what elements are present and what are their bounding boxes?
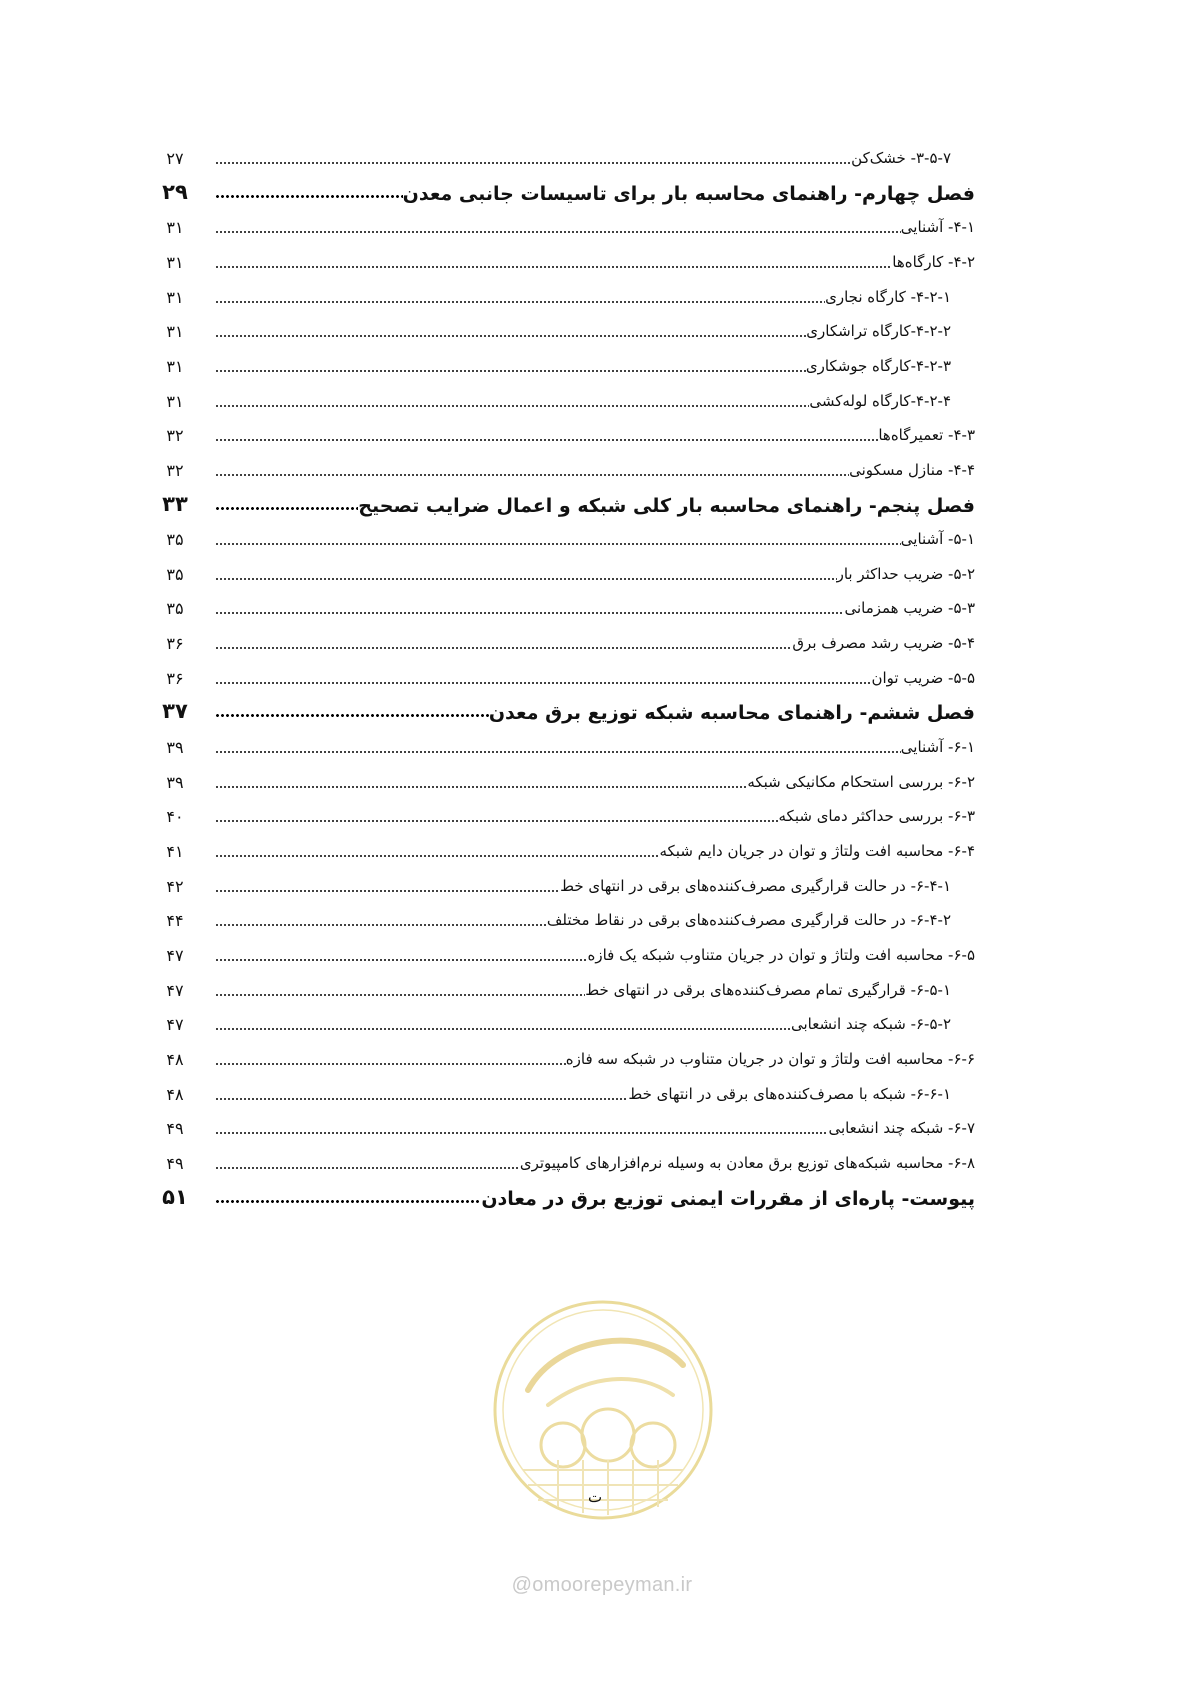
toc-page-number: ۳۹ xyxy=(166,772,184,792)
dot-leader xyxy=(215,226,901,234)
toc-chapter-row[interactable] xyxy=(215,690,975,726)
toc-entry-row[interactable] xyxy=(215,621,975,657)
toc-entry-title: ۶-۷- شبکه چند انشعابی xyxy=(828,1119,975,1138)
dot-leader xyxy=(215,365,806,373)
dot-leader xyxy=(215,815,779,823)
dot-leader xyxy=(215,1162,520,1170)
toc-page-number: ۳۲ xyxy=(166,426,184,446)
toc-entry-row[interactable] xyxy=(215,864,951,900)
dot-leader xyxy=(215,261,892,269)
dot-leader xyxy=(215,434,878,442)
dot-leader xyxy=(215,850,659,858)
toc-page-number: ۵۱ xyxy=(162,1184,188,1209)
dot-leader xyxy=(215,191,403,199)
dot-leader xyxy=(215,503,358,511)
dot-leader xyxy=(215,919,547,927)
toc-entry-row[interactable] xyxy=(215,448,975,484)
toc-entry-title: ۶-۵-۱- قرارگیری تمام مصرف‌کننده‌های برقی در انتهای خط xyxy=(585,980,951,999)
toc-entry-row[interactable] xyxy=(215,968,951,1004)
dot-leader xyxy=(215,538,901,546)
toc-entry-row[interactable] xyxy=(215,933,975,969)
toc-page-number: ۳۷ xyxy=(162,699,188,724)
toc-entry-title: ۴-۲-۳-کارگاه جوشکاری xyxy=(805,356,951,375)
toc-page-number: ۴۸ xyxy=(166,1084,184,1104)
toc-entry-row[interactable] xyxy=(215,379,951,415)
dot-leader xyxy=(215,607,844,615)
toc-page-number: ۳۳ xyxy=(162,491,188,516)
toc-page-number: ۳۵ xyxy=(166,599,184,619)
dot-leader xyxy=(215,1058,566,1066)
toc-page-number: ۴۱ xyxy=(166,842,184,861)
dot-leader xyxy=(215,1023,791,1031)
toc-entry-row[interactable] xyxy=(215,760,975,796)
dot-leader xyxy=(215,157,851,165)
toc-chapter-row[interactable] xyxy=(215,1176,975,1212)
toc-entry-title: ۴-۲-۴-کارگاه لوله‌کشی xyxy=(809,391,951,410)
toc-entry-title: پیوست- پاره‌ای از مقررات ایمنی توزیع برق در معادن xyxy=(481,1187,975,1210)
toc-entry-row[interactable] xyxy=(215,205,975,241)
dot-leader xyxy=(215,573,837,581)
toc-page-number: ۴۲ xyxy=(166,876,184,896)
toc-page-number: ۳۱ xyxy=(166,218,184,238)
toc-entry-title: ۶-۳- بررسی حداکثر دمای شبکه xyxy=(778,807,975,826)
toc-entry-title: ۶-۴-۲- در حالت قرارگیری مصرف‌کننده‌های برقی در نقاط مختلف xyxy=(546,911,951,930)
toc-page-number: ۳۱ xyxy=(166,252,184,272)
toc-page-number: ۳۶ xyxy=(166,634,184,654)
dot-leader xyxy=(215,1196,481,1204)
toc-entry-row[interactable] xyxy=(215,552,975,588)
toc-page-number: ۳۶ xyxy=(166,668,184,688)
toc-entry-title: ۳-۵-۷- خشک‌کن xyxy=(851,149,951,167)
toc-entry-title: ۴-۳- تعمیرگاه‌ها xyxy=(878,426,975,445)
toc-entry-title: فصل ششم- راهنمای محاسبه شبکه توزیع برق معدن xyxy=(488,702,975,725)
toc-page-number: ۴۷ xyxy=(166,1015,184,1035)
toc-entry-row[interactable] xyxy=(215,240,975,276)
toc-page-number: ۲۷ xyxy=(166,149,184,168)
toc-entry-title: ۵-۲- ضریب حداکثر بار xyxy=(836,564,975,583)
dot-leader xyxy=(215,746,901,754)
dot-leader xyxy=(215,296,825,304)
toc-page-number: ۴۹ xyxy=(166,1119,184,1139)
dot-leader xyxy=(215,642,792,650)
website-watermark: @omoorepeyman.ir xyxy=(511,1574,693,1596)
toc-page-number: ۳۱ xyxy=(166,287,184,307)
toc-entry-title: ۶-۲- بررسی استحکام مکانیکی شبکه xyxy=(747,772,975,791)
toc-entry-row[interactable] xyxy=(215,1002,951,1038)
dot-leader xyxy=(215,989,585,997)
dot-leader xyxy=(215,400,809,408)
dot-leader xyxy=(215,677,871,685)
toc-entry-title: فصل چهارم- راهنمای محاسبه بار برای تاسیسات جانبی معدن xyxy=(402,182,975,205)
toc-entry-title: ۵-۳- ضریب همزمانی xyxy=(844,599,975,618)
toc-page-number: ۳۱ xyxy=(166,356,184,376)
toc-entry-row[interactable] xyxy=(215,1106,975,1142)
dot-leader xyxy=(215,710,489,718)
dot-leader xyxy=(215,885,560,893)
toc-entry-title: ۵-۴- ضریب رشد مصرف برق xyxy=(792,634,975,653)
toc-page-number: ۳۲ xyxy=(166,460,184,480)
toc-page-number: ۴۴ xyxy=(166,911,184,931)
toc-page-number: ۳۱ xyxy=(166,322,184,342)
toc-page-number: ۴۷ xyxy=(166,945,184,965)
toc-page-number: ۳۵ xyxy=(166,564,184,584)
toc-entry-title: ۵-۵- ضریب توان xyxy=(871,668,975,687)
dot-leader xyxy=(215,954,587,962)
toc-entry-title: ۴-۲- کارگاه‌ها xyxy=(892,252,975,271)
toc-entry-title: ۶-۵-۲- شبکه چند انشعابی xyxy=(790,1015,951,1034)
dot-leader xyxy=(215,1093,628,1101)
toc-entry-title: ۶-۴-۱- در حالت قرارگیری مصرف‌کننده‌های برقی در انتهای خط xyxy=(560,876,951,895)
toc-entry-row[interactable] xyxy=(215,275,951,311)
toc-chapter-row[interactable] xyxy=(215,483,975,519)
toc-chapter-row[interactable] xyxy=(215,171,975,207)
toc-page-number: ۲۹ xyxy=(162,179,188,204)
toc-entry-title: ۴-۱- آشنایی xyxy=(900,218,975,237)
toc-page-number: ۳۵ xyxy=(166,530,184,550)
toc-entry-title: فصل پنجم- راهنمای محاسبه بار کلی شبکه و اعمال ضرایب تصحیح xyxy=(358,494,975,517)
toc-entry-row[interactable] xyxy=(215,725,975,761)
toc-entry-title: ۶-۴- محاسبه افت ولتاژ و توان در جریان دایم شبکه xyxy=(659,842,975,860)
toc-page-number: ۴۷ xyxy=(166,980,184,1000)
dot-leader xyxy=(215,1127,828,1135)
toc-entry-row[interactable] xyxy=(215,586,975,622)
toc-entry-row[interactable] xyxy=(215,344,951,380)
toc-entry-row[interactable] xyxy=(215,829,975,865)
toc-entry-row[interactable] xyxy=(215,1141,975,1177)
toc-entry-title: ۴-۴- منازل مسکونی xyxy=(849,460,975,479)
toc-entry-row[interactable] xyxy=(215,898,951,934)
toc-page-number: ۳۱ xyxy=(166,391,184,411)
toc-entry-title: ۶-۱- آشنایی xyxy=(900,738,975,757)
toc-entry-row[interactable] xyxy=(215,413,975,449)
toc-entry-title: ۶-۶- محاسبه افت ولتاژ و توان در جریان متناوب در شبکه سه فازه xyxy=(565,1049,975,1068)
toc-entry-row[interactable] xyxy=(215,517,975,553)
toc-entry-title: ۴-۲-۲-کارگاه تراشکاری xyxy=(806,322,951,341)
toc-entry-title: ۶-۶-۱- شبکه با مصرف‌کننده‌های برقی در انتهای خط xyxy=(628,1084,951,1103)
toc-entry-title: ۵-۱- آشنایی xyxy=(900,530,975,549)
toc-entry-title: ۶-۸- محاسبه شبکه‌های توزیع برق معادن به وسیله نرم‌افزارهای کامپیوتری xyxy=(519,1153,975,1172)
dot-leader xyxy=(215,330,806,338)
toc-entry-row[interactable] xyxy=(215,794,975,830)
toc-page-number: ۴۸ xyxy=(166,1049,184,1069)
toc-entry-row[interactable] xyxy=(215,656,975,692)
dot-leader xyxy=(215,781,747,789)
toc-entry-row[interactable] xyxy=(215,309,951,345)
toc-entry-title: ۶-۵- محاسبه افت ولتاژ و توان در جریان متناوب شبکه یک فازه xyxy=(587,945,975,964)
toc-entry-row[interactable] xyxy=(215,136,951,172)
toc-page-number: ۴۰ xyxy=(166,807,184,827)
dot-leader xyxy=(215,469,849,477)
toc-page-number: ۴۹ xyxy=(166,1153,184,1173)
toc-entry-row[interactable] xyxy=(215,1037,975,1073)
toc-entry-row[interactable] xyxy=(215,1072,951,1108)
toc-page-number: ۳۹ xyxy=(166,738,184,758)
page-number-footer: ت xyxy=(587,1488,603,1506)
toc-entry-title: ۴-۲-۱- کارگاه نجاری xyxy=(825,287,951,306)
